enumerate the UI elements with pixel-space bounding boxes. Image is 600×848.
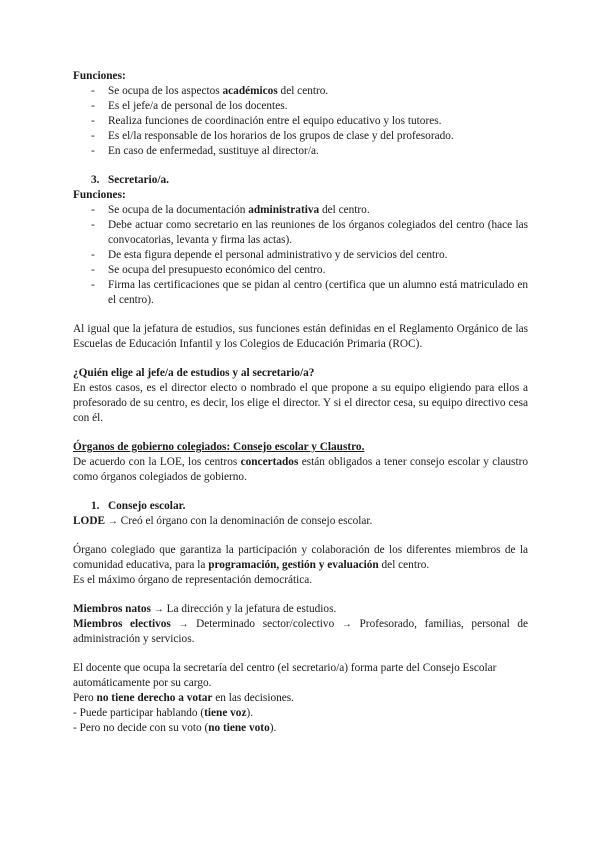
list-item: - Se ocupa del presupuesto económico del centro. (73, 263, 528, 278)
functions-label: Funciones: (73, 189, 126, 201)
secretario-paragraph: El docente que ocupa la secretaría del centro (el secretario/a) forma parte del Consejo Escolar automáticamente por su cargo. (73, 662, 497, 689)
section-heading: Órganos de gobierno colegiados: Consejo escolar y Claustro. (73, 441, 365, 453)
electivos-line: Miembros electivos → Determinado sector/colectivo → Profesorado, familias, personal de administración y servicios. (73, 618, 529, 645)
secretario-heading: 3. Secretario/a. (91, 174, 169, 186)
natos-line: Miembros natos → La dirección y la jefatura de estudios. (73, 603, 337, 615)
secretario-functions-list (73, 203, 528, 308)
question-paragraph: En estos casos, es el director electo o nombrado el que propone a su equipo eligiendo para ellos a profesorado de su centro, es decir, los elige el director. Y si el director cesa, su equipo directivo cesa con él. (73, 382, 528, 424)
consejo-line: Es el máximo órgano de representación democrática. (73, 574, 313, 586)
roc-paragraph: Al igual que la jefatura de estudios, sus funciones están definidas en el Reglamento Orgánico de las Escuelas de Educación Infantil y los Colegios de Educación Primaria (ROC). (73, 323, 528, 350)
arrow-right-icon: → (178, 619, 189, 630)
arrow-right-icon: → (107, 516, 118, 527)
loe-paragraph: De acuerdo con la LOE, los centros concertados están obligados a tener consejo escolar y claustro como órganos colegiados de gobierno. (73, 456, 528, 483)
lode-line: LODE → Creó el órgano con la denominación de consejo escolar. (73, 515, 373, 527)
arrow-right-icon: → (153, 604, 164, 615)
functions-label: Funciones: (73, 70, 126, 82)
list-item: - Se ocupa de la documentación administrativa del centro. (73, 203, 528, 218)
question-heading: ¿Quién elige al jefe/a de estudios y al secretario/a? (73, 367, 315, 379)
list-item: - Debe actuar como secretario en las reuniones de los órganos colegiados del centro (hace las convocatorias, levanta y firma las actas). (73, 218, 528, 248)
list-item: - Firma las certificaciones que se pidan al centro (certifica que un alumno está matriculado en el centro). (73, 278, 528, 308)
voz-line: - Puede participar hablando (tiene voz). (73, 707, 254, 719)
arrow-right-icon: → (341, 619, 352, 630)
list-item: - Es el jefe/a de personal de los docentes. (73, 99, 528, 114)
list-item: - Se ocupa de los aspectos académicos del centro. (73, 84, 528, 99)
list-item: - Realiza funciones de coordinación entre el equipo educativo y los tutores. (73, 114, 528, 129)
consejo-heading: 1. Consejo escolar. (91, 500, 186, 512)
pero-line: Pero no tiene derecho a votar en las decisiones. (73, 692, 295, 704)
list-item: - En caso de enfermedad, sustituye al director/a. (73, 144, 528, 159)
list-item: - Es el/la responsable de los horarios de los grupos de clase y del profesorado. (73, 129, 528, 144)
list-item: - De esta figura depende el personal administrativo y de servicios del centro. (73, 248, 528, 263)
jefatura-functions-list (73, 84, 528, 159)
consejo-paragraph: Órgano colegiado que garantiza la participación y colaboración de los diferentes miembros de la comunidad educativa, para la programación, gestión y evaluación del centro. (73, 544, 528, 571)
voto-line: - Pero no decide con su voto (no tiene voto). (73, 722, 277, 734)
